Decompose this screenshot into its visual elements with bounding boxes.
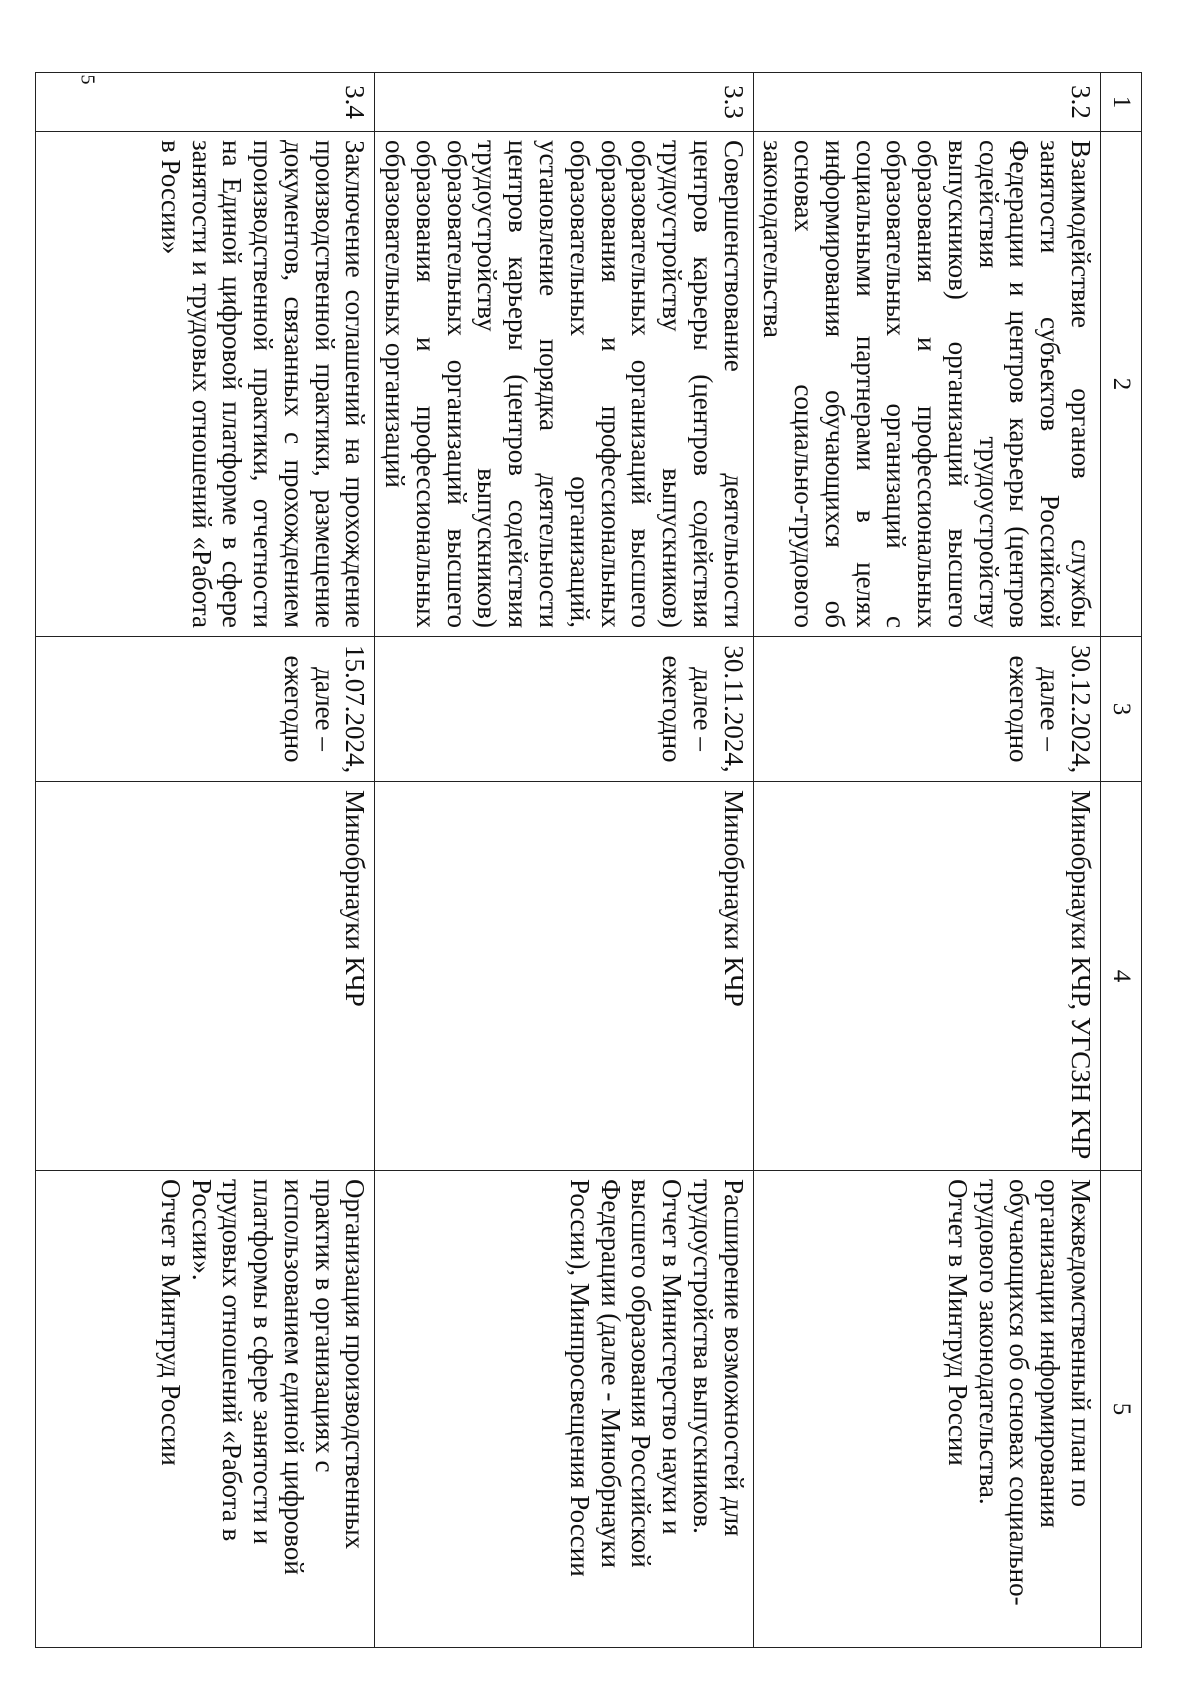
- row-number: 3.2: [753, 73, 1100, 132]
- deadline-note: далее –: [687, 667, 718, 751]
- deadline-cell: [375, 637, 753, 782]
- deadline-cell: [753, 637, 1100, 782]
- column-header-3: 3: [1101, 637, 1142, 782]
- row-number: 3.3: [375, 73, 753, 132]
- column-header-2: 2: [1101, 132, 1142, 637]
- expected-result-cell: [753, 1171, 1100, 1648]
- responsible-executor: Минобрнауки КЧР, УГСЗН КЧР: [753, 782, 1100, 1171]
- deadline-date: 15.07.2024,: [340, 645, 371, 774]
- deadline-date: 30.12.2024,: [1066, 645, 1096, 774]
- table-header-row: [1101, 73, 1142, 1648]
- deadline-period: ежегодно: [1004, 655, 1035, 763]
- report-destination: Отчет в Министерство науки и высшего образования Российской Федерации (далее - Минобрнауки России), Минпросвещения России: [564, 1179, 688, 1577]
- measures-table: [35, 72, 1142, 1648]
- table-row: [36, 73, 375, 1648]
- rotated-page-content: [90, 72, 1142, 1642]
- page-number: 5: [76, 74, 99, 85]
- measure-description: Заключение соглашений на прохождение производственной практики, размещение документов, связанных с прохождением производственной практики, отчетности на Единой цифровой платформе в сфере занятости и трудовых отношений «Работа в России»: [36, 132, 375, 637]
- expected-result-cell: [36, 1171, 375, 1648]
- measure-description: Взаимодействие органов службы занятости субъектов Российской Федерации и центров карьеры (центров содействия трудоустройству выпускников) организаций высшего образования и профессиональных образовательных организаций с социальными партнерами в целях информирования обучающихся об основах социально-трудового законодательства: [753, 132, 1100, 637]
- report-destination: Отчет в Минтруд России: [942, 1179, 973, 1466]
- expected-result: Расширение возможностей для трудоустройства выпускников.: [687, 1179, 749, 1537]
- deadline-date: 30.11.2024,: [718, 645, 749, 773]
- table-row: [375, 73, 753, 1648]
- column-header-1: 1: [1101, 73, 1142, 132]
- deadline-note: далее –: [1035, 667, 1066, 751]
- responsible-executor: Минобрнауки КЧР: [375, 782, 753, 1171]
- report-destination: Отчет в Минтруд России: [155, 1179, 186, 1466]
- expected-result: Организация производственных практик в организациях с использованием единой цифровой платформы в сфере занятости и трудовых отношений «Работа в России».: [186, 1179, 371, 1575]
- table-row: [753, 73, 1100, 1648]
- deadline-note: далее –: [309, 667, 340, 751]
- expected-result: Межведомственный план по организации информирования обучающихся об основах социально-трудового законодательства.: [973, 1179, 1096, 1606]
- deadline-cell: [36, 637, 375, 782]
- expected-result-cell: [375, 1171, 753, 1648]
- column-header-5: 5: [1101, 1171, 1142, 1648]
- deadline-period: ежегодно: [278, 655, 309, 763]
- deadline-period: ежегодно: [657, 655, 688, 763]
- measure-description: Совершенствование деятельности центров карьеры (центров содействия трудоустройству выпускников) образовательных организаций высшего образования и профессиональных образовательных организаций, установление порядка деятельности центров карьеры (центров содействия трудоустройству выпускников) образовательных организаций высшего образования и профессиональных образовательных организаций: [375, 132, 753, 637]
- row-number: 3.4: [36, 73, 375, 132]
- column-header-4: 4: [1101, 782, 1142, 1171]
- responsible-executor: Минобрнауки КЧР: [36, 782, 375, 1171]
